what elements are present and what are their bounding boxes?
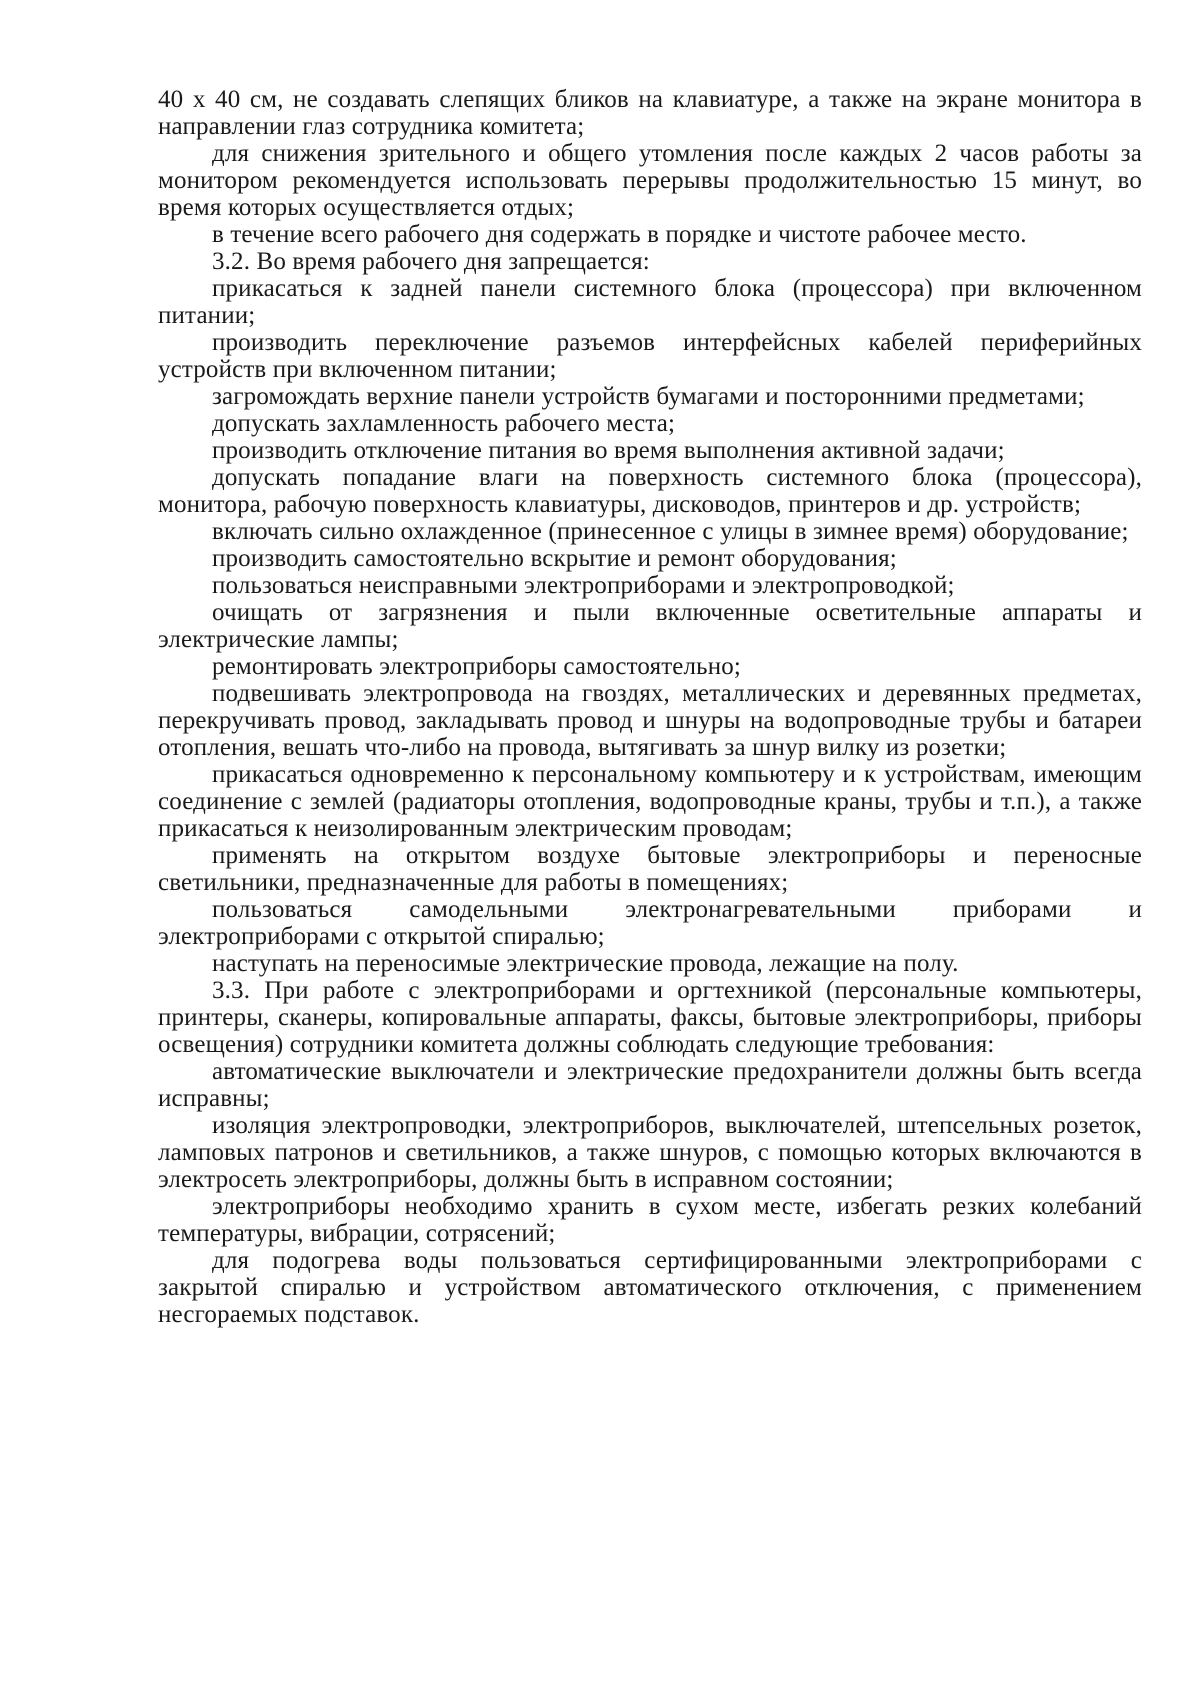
- prohibition-item: пользоваться неисправными электроприборами и электропроводкой;: [212, 572, 955, 599]
- paragraph-continuation: 40 х 40 см, не создавать слепящих бликов на клавиатуре, а также на экране монитора в направлении глаз сотрудника комитета;: [158, 86, 1142, 140]
- prohibition-item: производить отключение питания во время выполнения активной задачи;: [212, 437, 1005, 464]
- prohibition-item: подвешивать электропровода на гвоздях, металлических и деревянных предметах, перекручивать провод, закладывать провод и шнуры на водопроводные трубы и батареи отопления, вешать что-либо на провода, вытягивать за шнур вилку из розетки;: [158, 680, 1142, 761]
- paragraph-breaks: для снижения зрительного и общего утомления после каждых 2 часов работы за монитором рекомендуется использовать перерывы продолжительностью 15 минут, во время которых осуществляется отдых;: [158, 140, 1142, 221]
- requirement-item: автоматические выключатели и электрические предохранители должны быть всегда исправны;: [158, 1058, 1142, 1112]
- prohibition-item: прикасаться к задней панели системного блока (процессора) при включенном питании;: [158, 275, 1142, 329]
- prohibition-item: допускать захламленность рабочего места;: [212, 410, 676, 437]
- prohibition-item: производить самостоятельно вскрытие и ремонт оборудования;: [212, 545, 897, 572]
- section-3-3-heading: 3.3. При работе с электроприборами и оргтехникой (персональные компьютеры, принтеры, сканеры, копировальные аппараты, факсы, бытовые электроприборы, приборы освещения) сотрудники комитета должны соблюдать следующие требования:: [158, 977, 1142, 1058]
- prohibition-item: загромождать верхние панели устройств бумагами и посторонними предметами;: [212, 383, 1085, 410]
- requirement-item: электроприборы необходимо хранить в сухом месте, избегать резких колебаний температуры, вибрации, сотрясений;: [158, 1193, 1142, 1247]
- prohibition-item: очищать от загрязнения и пыли включенные осветительные аппараты и электрические лампы;: [158, 599, 1142, 653]
- prohibition-item: прикасаться одновременно к персональному компьютеру и к устройствам, имеющим соединение с землей (радиаторы отопления, водопроводные краны, трубы и т.п.), а также прикасаться к неизолированным электрическим проводам;: [158, 761, 1142, 842]
- prohibition-item: допускать попадание влаги на поверхность системного блока (процессора), монитора, рабочую поверхность клавиатуры, дисководов, принтеров и др. устройств;: [158, 464, 1142, 518]
- requirement-item: для подогрева воды пользоваться сертифицированными электроприборами с закрытой спиралью и устройством автоматического отключения, с применением несгораемых подставок.: [158, 1247, 1142, 1328]
- section-3-2-heading: 3.2. Во время рабочего дня запрещается:: [212, 248, 650, 275]
- prohibition-item: пользоваться самодельными электронагревательными приборами и электроприборами с открытой спиралью;: [158, 896, 1142, 950]
- prohibition-item: ремонтировать электроприборы самостоятельно;: [212, 653, 741, 680]
- requirement-item: изоляция электропроводки, электроприборов, выключателей, штепсельных розеток, ламповых патронов и светильников, а также шнуров, с помощью которых включаются в электросеть электроприборы, должны быть в исправном состоянии;: [158, 1112, 1142, 1193]
- prohibition-item: наступать на переносимые электрические провода, лежащие на полу.: [212, 950, 959, 977]
- prohibition-item: применять на открытом воздухе бытовые электроприборы и переносные светильники, предназначенные для работы в помещениях;: [158, 842, 1142, 896]
- paragraph-cleanliness: в течение всего рабочего дня содержать в порядке и чистоте рабочее место.: [212, 221, 1027, 248]
- prohibition-item: производить переключение разъемов интерфейсных кабелей периферийных устройств при включенном питании;: [158, 329, 1142, 383]
- prohibition-item: включать сильно охлажденное (принесенное с улицы в зимнее время) оборудование;: [212, 518, 1129, 545]
- document-page: [158, 86, 1142, 1328]
